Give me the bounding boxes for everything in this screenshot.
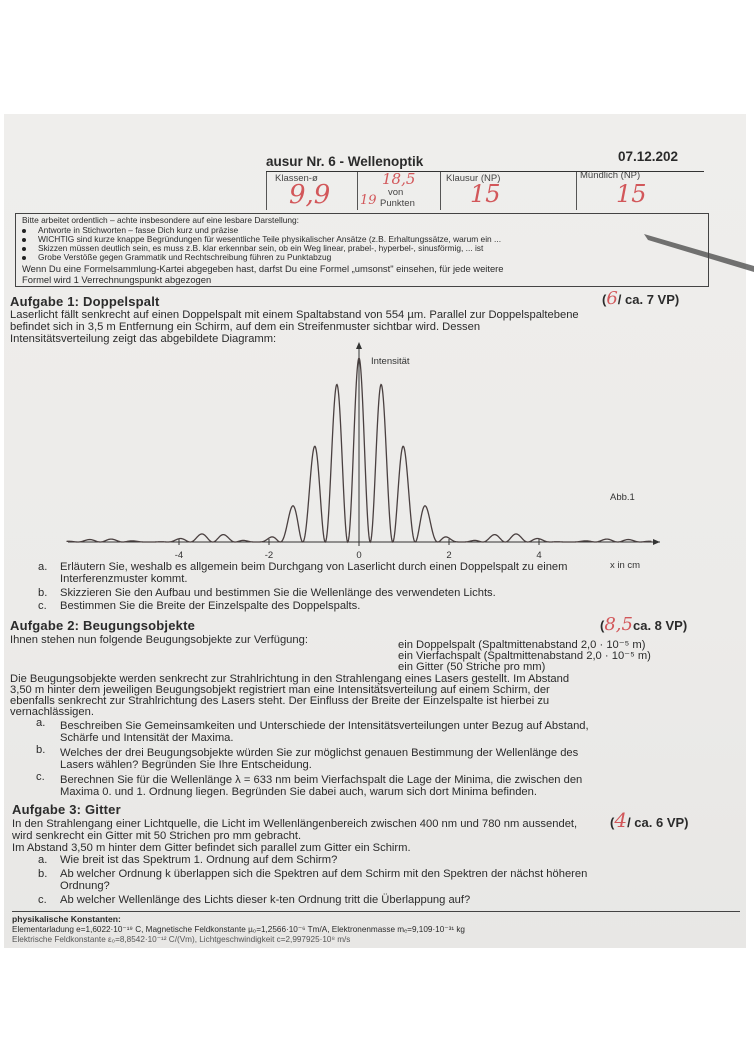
task1-text-3: Intensitätsverteilung zeigt das abgebildete Diagramm: [10,333,277,345]
task1-item-a: Erläutern Sie, weshalb es allgemein beim Durchgang von Laserlicht durch einen Doppelspalt zu einem [60,561,568,573]
task3-text-2: wird senkrecht ein Gitter mit 50 Strichen pro mm gebracht. [12,830,302,842]
klausur-cell [440,172,577,210]
exam-date: 07.12.202 [618,149,679,164]
task2-object-3: ein Gitter (50 Striche pro mm) [398,661,546,673]
punkten-label: Punkten [380,198,415,209]
task2-text-2: 3,50 m hinter dem jeweiligen Beugungsobjekt registriert man eine Intensitätsverteilung auf einem Schirm, der [10,684,550,696]
task2-item-c-letter: c. [36,771,45,783]
rules-formula-note: Wenn Du eine Formelsammlung-Kartei abgegeben hast, darfst Du eine Formel „umsonst" einsehen, für jede weitere [22,263,504,274]
klassen-value: 9,9 [289,180,331,210]
figure-annotation: Abb.1 [610,492,635,503]
bullet-icon [22,238,26,242]
x-axis-label: x in cm [610,560,641,571]
task2-intro: Ihnen stehen nun folgende Beugungsobjekte zur Verfügung: [10,634,308,646]
task2-text-4: vernachlässigen. [10,706,94,718]
constants-line-1: Elementarladung e=1,6022·10⁻¹⁹ C, Magnetische Feldkonstante µ₀=1,2566·10⁻⁶ Tm/A, Elektronenmasse mₑ=9,109·10⁻³¹ kg [12,925,465,934]
task2-object-1: ein Doppelspalt (Spaltmittenabstand 2,0 · 10⁻⁵ m) [398,639,646,651]
muendlich-label: Mündlich (NP) [580,170,641,181]
task3-item-c: Ab welcher Wellenlänge des Lichts dieser k-ten Ordnung tritt die Überlappung auf? [60,894,471,906]
x-tick-label: -2 [264,550,274,561]
task1-item-a-letter: a. [38,561,48,573]
exam-sheet [4,114,746,948]
exam-title: ausur Nr. 6 - Wellenoptik [266,154,424,169]
task2-title: Aufgabe 2: Beugungsobjekte [10,618,196,633]
task3-item-a-letter: a. [38,854,48,866]
task2-item-b: Welches der drei Beugungsobjekte würden Sie zur möglichst genauen Bestimmung der Wellenlänge des [60,747,579,759]
klausur-value: 15 [470,180,501,208]
rules-bullet-3: Skizzen müssen deutlich sein, es muss z.B. klar erkennbar sein, ob ein Weg linear, prabel-, hyperbel-, sinusförmig, ... ist [22,244,483,253]
task3-points: (4/ ca. 6 VP) [610,808,689,832]
constants-title: physikalische Konstanten: [12,914,121,924]
klassen-cell [266,172,358,210]
task1-item-b-letter: b. [38,587,48,599]
punkte-hand-top: 18,5 [382,170,416,188]
x-tick-label: 4 [536,550,542,561]
task2-hand-score: 8,5 [604,614,633,635]
y-axis-label: Intensität [371,356,410,367]
rules-intro: Bitte arbeitet ordentlich – achte insbesondere auf eine lesbare Darstellung: [22,215,300,225]
task1-item-a-cont: Interferenzmuster kommt. [60,573,188,585]
task2-object-2: ein Vierfachspalt (Spaltmittenabstand 2,0 · 10⁻⁵ m) [398,650,651,662]
rules-bullet-4: Grobe Verstöße gegen Grammatik und Rechtschreibung führen zu Punktabzug [22,253,331,262]
task3-item-a: Wie breit ist das Spektrum 1. Ordnung auf dem Schirm? [60,854,338,866]
von-label: von [388,187,404,198]
y-axis-arrow [356,342,362,349]
bullet-icon [22,247,26,251]
task2-item-c: Berechnen Sie für die Wellenlänge λ = 633 nm beim Vierfachspalt die Lage der Minima, die zwischen den [60,774,583,786]
task1-item-c: Bestimmen Sie die Breite der Einzelspalte des Doppelspalts. [60,600,361,612]
punkte-cell [356,172,441,210]
task2-item-a-letter: a. [36,717,46,729]
task3-item-b: Ab welcher Ordnung k überlappen sich die Spektren auf dem Schirm mit den Spektren der nächst höheren [60,868,588,880]
task1-item-b: Skizzieren Sie den Aufbau und bestimmen Sie die Wellenlänge des verwendeten Lichts. [60,587,496,599]
task3-text-1: In den Strahlengang einer Lichtquelle, die Licht im Wellenlängenbereich zwischen 400 nm und 780 nm aussendet, [12,818,578,830]
x-axis-arrow [653,539,660,545]
task2-points: (8,5ca. 8 VP) [600,614,688,635]
constants-divider [12,911,740,912]
task3-hand-score: 4 [614,808,628,832]
task2-item-a: Beschreiben Sie Gemeinsamkeiten und Unterschiede der Intensitätsverteilungen unter Bezug auf Abstand, [60,720,589,732]
task2-item-b-cont: Lasers wählen? Begründen Sie Ihre Entscheidung. [60,759,312,771]
task1-item-c-letter: c. [38,600,47,612]
task2-item-a-cont: Schärfe und Intensität der Maxima. [60,732,234,744]
x-tick-label: 0 [356,550,362,561]
task3-item-c-letter: c. [38,894,47,906]
bullet-icon [22,229,26,233]
klassen-label: Klassen-ø [275,173,318,184]
task2-text-1: Die Beugungsobjekte werden senkrecht zur Strahlrichtung in den Strahlengang eines Lasers gestellt. Im Abstand [10,673,570,685]
muendlich-value: 15 [616,180,647,208]
muendlich-cell [576,172,704,210]
task3-item-b-letter: b. [38,868,48,880]
x-tick-label: 2 [446,550,452,561]
task1-text-1: Laserlicht fällt senkrecht auf einen Doppelspalt mit einem Spaltabstand von 554 µm. Parallel zur Doppelspaltebene [10,309,579,321]
task2-item-b-letter: b. [36,744,46,756]
task3-title: Aufgabe 3: Gitter [12,802,121,817]
rules-box [15,213,709,287]
rules-bullet-1: Antworte in Stichworten – fasse Dich kurz und präzise [22,226,238,235]
task2-item-c-cont: Maxima 0. und 1. Ordnung liegen. Begründen Sie dabei auch, warum sich dort Minima befinden. [60,786,537,798]
task1-points: (6/ ca. 7 VP) [602,288,680,309]
task1-text-2: befindet sich in 3,5 m Entfernung ein Schirm, auf dem ein Streifenmuster sichtbar wird. Dessen [10,321,481,333]
task1-hand-score: 6 [606,288,618,309]
task3-text-3: Im Abstand 3,50 m hinter dem Gitter befindet sich parallel zum Gitter ein Schirm. [12,842,411,854]
grade-table [266,171,704,210]
rules-bullet-2: WICHTIG sind kurze knappe Begründungen für wesentliche Teile physikalischer Ansätze (z.B. Erhaltungssätze, warum ein ... [22,235,501,244]
klausur-label: Klausur (NP) [446,173,501,184]
punkte-hand-bottom: 19 [360,193,377,208]
task3-item-b-cont: Ordnung? [60,880,110,892]
constants-line-2: Elektrische Feldkonstante ε₀=8,8542·10⁻¹² C/(Vm), Lichtgeschwindigkeit c=2,997925·10⁸ m/s [12,935,351,944]
task1-title: Aufgabe 1: Doppelspalt [10,294,160,309]
task2-text-3: ebenfalls senkrecht zur Strahlrichtung des Lasers steht. Der Einfluss der Breite der Einzelspalte ist hierbei zu [10,695,550,707]
x-tick-label: -4 [174,550,184,561]
bullet-icon [22,256,26,260]
rules-formula-note-2: Formel wird 1 Verrechnungspunkt abgezogen [22,274,212,285]
